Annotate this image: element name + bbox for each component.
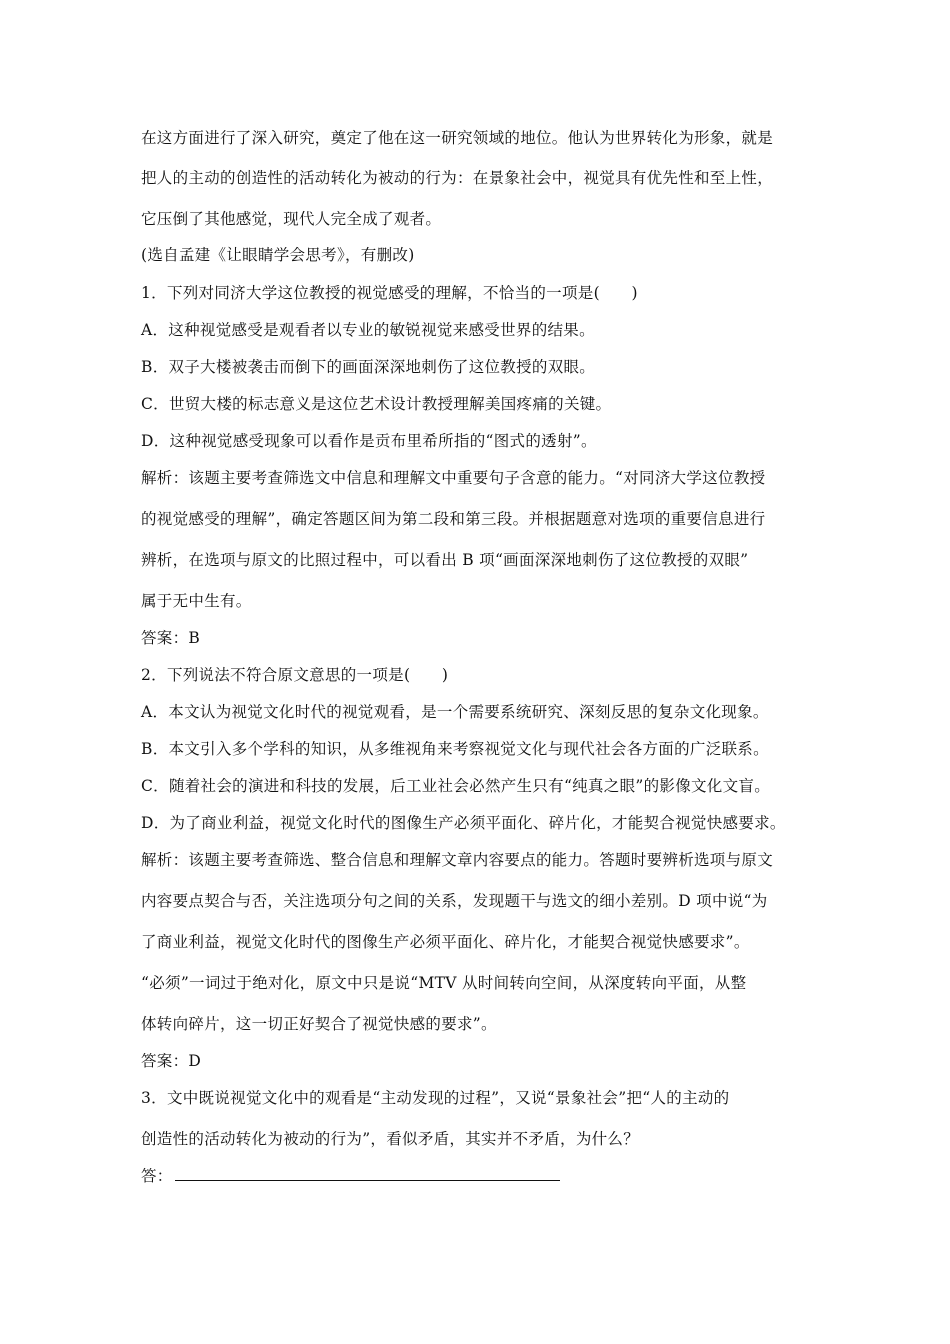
answer-blank[interactable] (175, 1166, 560, 1181)
q3-stem-line: 创造性的活动转化为被动的行为”，看似矛盾，其实并不矛盾，为什么？ (141, 1130, 640, 1148)
q3-stem-line: 3．文中既说视觉文化中的观看是“主动发现的过程”，又说“景象社会”把“人的主动的 (141, 1089, 730, 1107)
passage-line: 它压倒了其他感觉，现代人完全成了观者。 (141, 210, 442, 228)
q3-answer-row (141, 1166, 560, 1186)
q2-option-c: C．随着社会的演进和科技的发展，后工业社会必然产生只有“纯真之眼”的影像文化文盲。 (141, 777, 771, 795)
q1-answer: 答案：B (141, 629, 201, 647)
q2-analysis-line: 内容要点契合与否，关注选项分句之间的关系，发现题干与选文的细小差别。D 项中说“为 (141, 892, 768, 910)
q3-answer-label: 答： (141, 1167, 173, 1185)
q2-option-d: D．为了商业利益，视觉文化时代的图像生产必须平面化、碎片化，才能契合视觉快感要求。 (141, 814, 786, 832)
passage-line: 把人的主动的创造性的活动转化为被动的行为：在景象社会中，视觉具有优先性和至上性， (141, 169, 774, 187)
passage-source: (选自孟建《让眼睛学会思考》，有删改) (141, 246, 415, 264)
q2-analysis-line: 解析：该题主要考查筛选、整合信息和理解文章内容要点的能力。答题时要辨析选项与原文 (141, 851, 774, 869)
q1-stem: 1．下列对同济大学这位教授的视觉感受的理解，不恰当的一项是( ) (141, 284, 638, 302)
q1-option-b: B．双子大楼被袭击而倒下的画面深深地刺伤了这位教授的双眼。 (141, 358, 596, 376)
q1-analysis-line: 的视觉感受的理解”，确定答题区间为第二段和第三段。并根据题意对选项的重要信息进行 (141, 510, 766, 528)
q1-analysis-line: 属于无中生有。 (141, 592, 252, 610)
q1-analysis-line: 辨析，在选项与原文的比照过程中，可以看出 B 项“画面深深地刺伤了这位教授的双眼” (141, 551, 749, 569)
q1-option-d: D．这种视觉感受现象可以看作是贡布里希所指的“图式的透射”。 (141, 432, 597, 450)
q2-analysis-line: 了商业利益，视觉文化时代的图像生产必须平面化、碎片化，才能契合视觉快感要求”。 (141, 933, 750, 951)
q2-analysis-line: 体转向碎片，这一切正好契合了视觉快感的要求”。 (141, 1015, 497, 1033)
q2-option-a: A．本文认为视觉文化时代的视觉观看，是一个需要系统研究、深刻反思的复杂文化现象。 (141, 703, 769, 721)
q2-stem: 2．下列说法不符合原文意思的一项是( ) (141, 666, 449, 684)
q1-option-c: C．世贸大楼的标志意义是这位艺术设计教授理解美国疼痛的关键。 (141, 395, 612, 413)
q2-analysis-line: “必须”一词过于绝对化，原文中只是说“MTV 从时间转向空间，从深度转向平面，从整 (141, 974, 747, 992)
q2-answer: 答案：D (141, 1052, 202, 1070)
q2-option-b: B．本文引入多个学科的知识，从多维视角来考察视觉文化与现代社会各方面的广泛联系。 (141, 740, 769, 758)
q1-analysis-line: 解析：该题主要考查筛选文中信息和理解文中重要句子含意的能力。“对同济大学这位教授 (141, 469, 766, 487)
passage-line: 在这方面进行了深入研究，奠定了他在这一研究领域的地位。他认为世界转化为形象，就是 (141, 129, 774, 147)
q1-option-a: A．这种视觉感受是观看者以专业的敏锐视觉来感受世界的结果。 (141, 321, 595, 339)
